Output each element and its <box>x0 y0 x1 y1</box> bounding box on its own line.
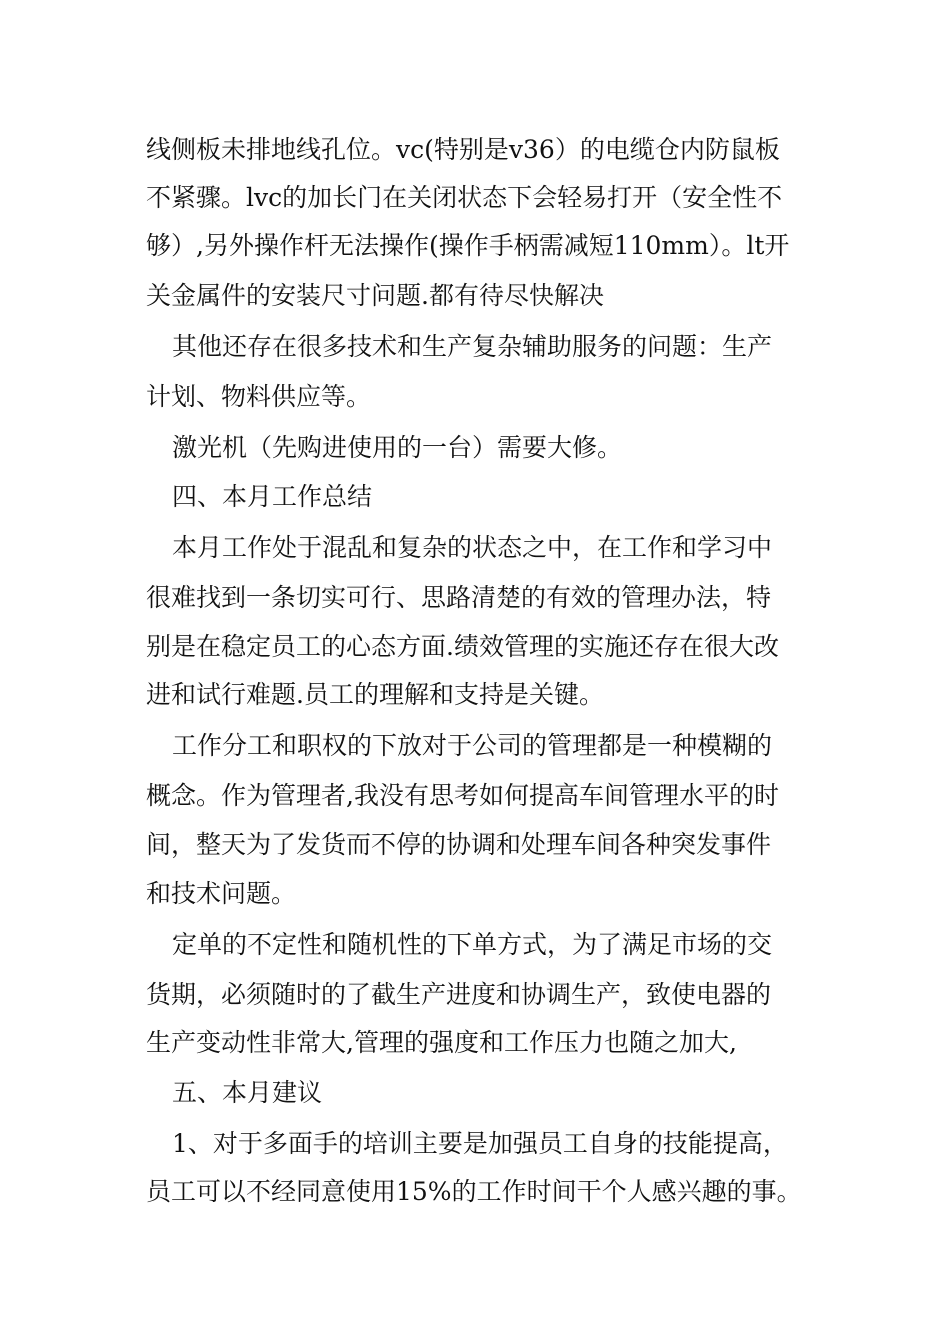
text-line: 本月工作处于混乱和复杂的状态之中，在工作和学习中 <box>172 533 773 562</box>
text-line: 计划、物料供应等。 <box>146 382 372 411</box>
section-heading: 五、本月建议 <box>172 1078 323 1107</box>
text-line: 进和试行难题.员工的理解和支持是关键。 <box>146 680 604 709</box>
text-line: 够）,另外操作杆无法操作(操作手柄需减短110mm）。lt开 <box>146 231 790 260</box>
text-line: 概念。作为管理者,我没有思考如何提高车间管理水平的时 <box>146 781 779 810</box>
section-heading: 四、本月工作总结 <box>172 482 373 511</box>
text-line: 激光机（先购进使用的一台）需要大修。 <box>172 433 623 462</box>
text-line: 员工可以不经同意使用15%的工作时间干个人感兴趣的事。 <box>146 1177 802 1206</box>
text-line: 关金属件的安装尺寸问题.都有待尽快解决 <box>146 281 604 310</box>
text-line: 别是在稳定员工的心态方面.绩效管理的实施还存在很大改 <box>146 632 779 661</box>
text-line: 很难找到一条切实可行、思路清楚的有效的管理办法，特 <box>146 583 772 612</box>
text-line: 定单的不定性和随机性的下单方式，为了满足市场的交 <box>172 930 773 959</box>
text-line: 1、对于多面手的培训主要是加强员工自身的技能提高， <box>172 1129 788 1158</box>
text-line: 工作分工和职权的下放对于公司的管理都是一种模糊的 <box>172 731 773 760</box>
text-line: 间，整天为了发货而不停的协调和处理车间各种突发事件 <box>146 830 772 859</box>
text-line: 生产变动性非常大,管理的强度和工作压力也随之加大, <box>146 1028 737 1057</box>
text-line: 其他还存在很多技术和生产复杂辅助服务的问题：生产 <box>172 332 773 361</box>
text-line: 线侧板未排地线孔位。vc(特别是v36）的电缆仓内防鼠板 <box>146 135 780 164</box>
text-line: 不紧骤。lvc的加长门在关闭状态下会轻易打开（安全性不 <box>146 183 783 212</box>
text-line: 货期，必须随时的了截生产进度和协调生产，致使电器的 <box>146 980 772 1009</box>
text-line: 和技术问题。 <box>146 879 297 908</box>
